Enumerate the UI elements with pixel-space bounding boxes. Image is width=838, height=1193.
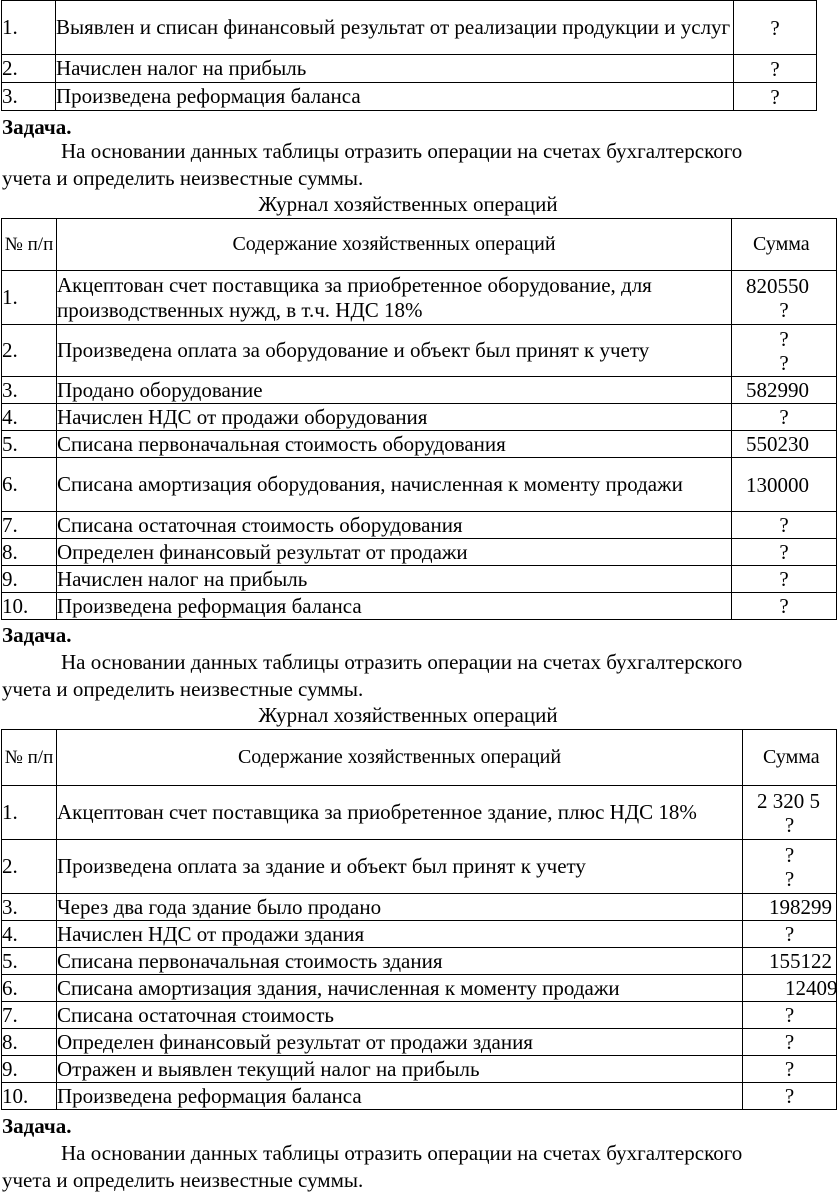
- unknown-amount: ?: [779, 350, 789, 375]
- amount-value: 155122: [769, 949, 832, 973]
- table-row: [2, 458, 837, 512]
- table-row: [2, 83, 817, 111]
- unknown-amount: ?: [784, 1057, 795, 1081]
- operation-description: Акцептован счет поставщика за приобретенное здание, плюс НДС 18%: [57, 786, 743, 840]
- amount-value: 130000: [746, 472, 809, 497]
- table-row: [2, 840, 837, 894]
- operation-description: Списана остаточная стоимость оборудования: [57, 512, 732, 539]
- operation-amount: [743, 921, 837, 948]
- row-number: 1.: [2, 786, 57, 840]
- task-paragraph-line-1: На основании данных таблицы отразить операции на счетах бухгалтерского: [61, 650, 743, 674]
- operations-journal-table-2: [1, 729, 837, 1110]
- table-row: [2, 566, 837, 593]
- operation-description: Начислен НДС от продажи здания: [57, 921, 743, 948]
- row-number: 3.: [2, 377, 57, 404]
- row-number: 2.: [2, 325, 57, 377]
- amount-value: 550230: [746, 432, 809, 456]
- operation-description: Произведена оплата за оборудование и объект был принят к учету: [57, 325, 732, 377]
- operation-amount: [732, 512, 837, 539]
- operation-amount: [743, 894, 837, 921]
- operation-description: Списана амортизация здания, начисленная к моменту продажи: [57, 975, 743, 1002]
- row-number: 3.: [2, 83, 56, 111]
- operation-amount: [743, 786, 837, 840]
- operation-amount: [732, 539, 837, 566]
- unknown-amount: ?: [784, 922, 795, 946]
- operation-amount: [743, 1002, 837, 1029]
- table-row: [2, 55, 817, 83]
- operation-description: Произведена реформация баланса: [57, 593, 732, 620]
- operation-description: Определен финансовый результат от продажи здания: [57, 1029, 743, 1056]
- operation-amount: [734, 55, 817, 83]
- operation-amount: [732, 458, 837, 512]
- row-number: 3.: [2, 894, 57, 921]
- operation-amount: [732, 431, 837, 458]
- table-row: [2, 921, 837, 948]
- row-number: 8.: [2, 539, 57, 566]
- task-paragraph-line-1: На основании данных таблицы отразить операции на счетах бухгалтерского: [61, 139, 743, 163]
- row-number: 9.: [2, 566, 57, 593]
- table-header: [2, 730, 837, 786]
- table-header: [2, 219, 837, 271]
- table-row: [2, 539, 837, 566]
- operation-amount: [743, 948, 837, 975]
- amount-value: 820550: [746, 273, 809, 298]
- amount-value: 2 320 5: [757, 788, 820, 813]
- unknown-amount: ?: [779, 513, 789, 537]
- operation-amount: [743, 840, 837, 894]
- table-row: [2, 1029, 837, 1056]
- row-number: 10.: [2, 593, 57, 620]
- amount-value: 198299: [769, 895, 832, 919]
- unknown-amount: ?: [784, 842, 795, 867]
- table-row: [2, 404, 837, 431]
- row-number: 1.: [2, 1, 56, 55]
- operation-description: Определен финансовый результат от продажи: [57, 539, 732, 566]
- row-number: 4.: [2, 404, 57, 431]
- table-row: [2, 377, 837, 404]
- operation-description: Произведена реформация баланса: [57, 1083, 743, 1110]
- table-row: [2, 593, 837, 620]
- unknown-amount: ?: [779, 567, 789, 591]
- header-row: [2, 219, 837, 271]
- operation-amount: [732, 377, 837, 404]
- row-number: 2.: [2, 840, 57, 894]
- operation-description: Выявлен и списан финансовый результат от реализации продукции и услуг: [56, 1, 734, 55]
- operation-amount: [732, 325, 837, 377]
- task-paragraph-line-1: На основании данных таблицы отразить операции на счетах бухгалтерского: [61, 1141, 743, 1165]
- operation-amount: [732, 404, 837, 431]
- row-number: 7.: [2, 1002, 57, 1029]
- row-number: 1.: [2, 271, 57, 325]
- operation-description: Списана первоначальная стоимость здания: [57, 948, 743, 975]
- unknown-amount: ?: [784, 1003, 795, 1027]
- unknown-amount: ?: [779, 326, 789, 351]
- operation-description: Акцептован счет поставщика за приобретенное оборудование, для производственных нужд, в т.ч. НДС 18%: [57, 271, 732, 325]
- amount-value: 12409: [785, 976, 838, 1000]
- operation-description: Начислен НДС от продажи оборудования: [57, 404, 732, 431]
- table-body: [2, 1, 817, 111]
- unknown-amount: ?: [770, 15, 780, 40]
- operation-description: Списана амортизация оборудования, начисленная к моменту продажи: [57, 458, 732, 512]
- unknown-amount: ?: [779, 540, 789, 564]
- row-number: 7.: [2, 512, 57, 539]
- row-number: 10.: [2, 1083, 57, 1110]
- task-paragraph-line-2: учета и определить неизвестные суммы.: [2, 166, 364, 190]
- row-number: 5.: [2, 948, 57, 975]
- amount-value: 582990: [746, 378, 809, 402]
- table-row: [2, 271, 837, 325]
- operation-description: Начислен налог на прибыль: [56, 55, 734, 83]
- operation-description: Начислен налог на прибыль: [57, 566, 732, 593]
- table-row: [2, 1083, 837, 1110]
- table-row: [2, 431, 837, 458]
- table-row: [2, 948, 837, 975]
- operation-description: Отражен и выявлен текущий налог на прибыль: [57, 1056, 743, 1083]
- unknown-amount: ?: [779, 297, 789, 322]
- table-body: [2, 271, 837, 620]
- header-number: № п/п: [2, 219, 57, 271]
- unknown-amount: ?: [784, 812, 795, 837]
- row-number: 6.: [2, 458, 57, 512]
- header-content: Содержание хозяйственных операций: [57, 219, 732, 271]
- operation-description: Произведена реформация баланса: [56, 83, 734, 111]
- operation-amount: [734, 83, 817, 111]
- row-number: 9.: [2, 1056, 57, 1083]
- unknown-amount: ?: [770, 56, 780, 81]
- operation-description: Продано оборудование: [57, 377, 732, 404]
- operations-journal-table-1: [1, 218, 837, 620]
- operation-amount: [734, 1, 817, 55]
- table-row: [2, 894, 837, 921]
- journal-caption: Журнал хозяйственных операций: [258, 192, 558, 216]
- operation-description: Произведена оплата за здание и объект был принят к учету: [57, 840, 743, 894]
- unknown-amount: ?: [784, 1084, 795, 1108]
- operation-amount: [743, 1083, 837, 1110]
- header-amount: Сумма: [732, 219, 837, 271]
- table-row: [2, 1, 817, 55]
- operation-amount: [743, 1029, 837, 1056]
- operation-description: Через два года здание было продано: [57, 894, 743, 921]
- header-content: Содержание хозяйственных операций: [57, 730, 743, 786]
- table-row: [2, 1002, 837, 1029]
- header-row: [2, 730, 837, 786]
- row-number: 5.: [2, 431, 57, 458]
- table-row: [2, 975, 837, 1002]
- table-row: [2, 512, 837, 539]
- operations-table-continued: [1, 0, 817, 111]
- row-number: 6.: [2, 975, 57, 1002]
- task-heading: Задача.: [2, 1114, 72, 1138]
- operation-amount: [743, 1056, 837, 1083]
- header-amount: Сумма: [743, 730, 837, 786]
- journal-caption: Журнал хозяйственных операций: [258, 703, 558, 727]
- unknown-amount: ?: [779, 594, 789, 618]
- task-paragraph-line-2: учета и определить неизвестные суммы.: [2, 1168, 364, 1192]
- unknown-amount: ?: [784, 866, 795, 891]
- table-row: [2, 325, 837, 377]
- task-heading: Задача.: [2, 623, 72, 647]
- table-body: [2, 786, 837, 1110]
- task-paragraph-line-2: учета и определить неизвестные суммы.: [2, 677, 364, 701]
- operation-amount: [743, 975, 837, 1002]
- operation-amount: [732, 593, 837, 620]
- row-number: 4.: [2, 921, 57, 948]
- header-number: № п/п: [2, 730, 57, 786]
- row-number: 8.: [2, 1029, 57, 1056]
- table-row: [2, 1056, 837, 1083]
- operation-amount: [732, 271, 837, 325]
- row-number: 2.: [2, 55, 56, 83]
- table-row: [2, 786, 837, 840]
- unknown-amount: ?: [779, 405, 789, 429]
- operation-description: Списана остаточная стоимость: [57, 1002, 743, 1029]
- operation-description: Списана первоначальная стоимость оборудования: [57, 431, 732, 458]
- unknown-amount: ?: [770, 84, 780, 109]
- unknown-amount: ?: [784, 1030, 795, 1054]
- task-heading: Задача.: [2, 115, 72, 139]
- operation-amount: [732, 566, 837, 593]
